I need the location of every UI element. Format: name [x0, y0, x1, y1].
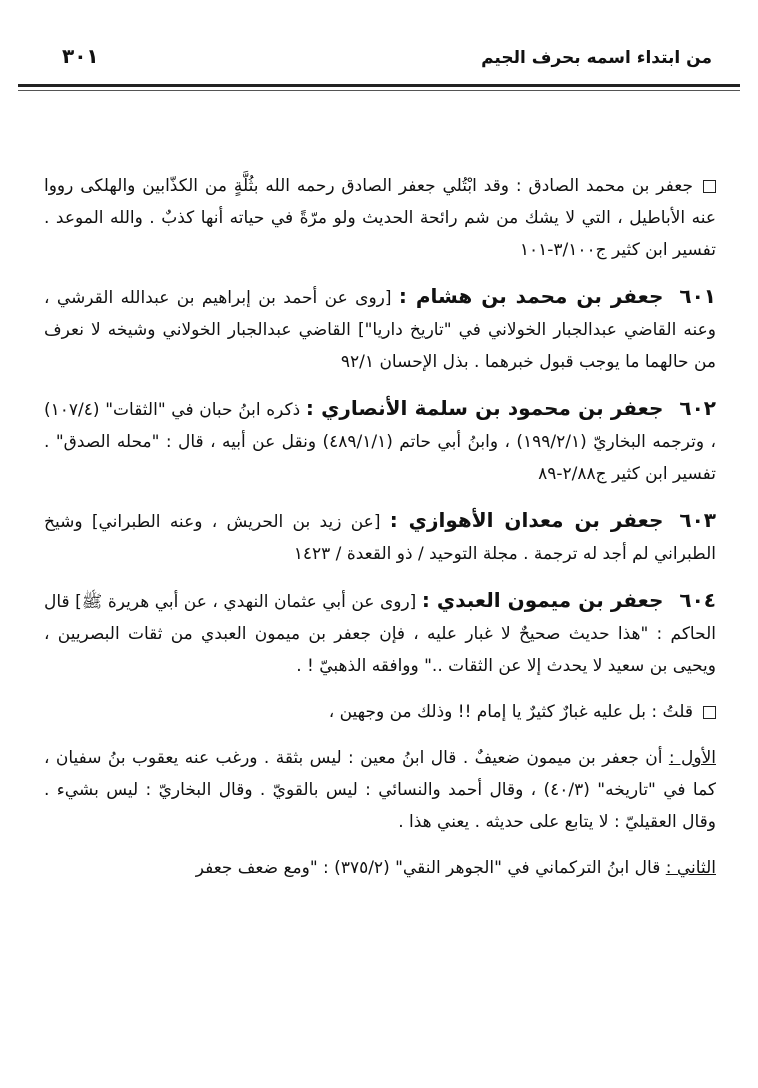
entry-number: ٦٠٢ [679, 396, 716, 420]
entry-name: جعفر بن معدان الأهوازي : [389, 508, 664, 532]
header-rule-thick [18, 84, 740, 87]
second-reason-text: قال ابنُ التركماني في "الجوهر النقي" (٣٧٥/٢) : "ومع ضعف جعفر [195, 858, 666, 878]
second-reason-label: الثاني : [665, 858, 716, 878]
page-header [40, 40, 718, 90]
square-bullet-icon [703, 706, 716, 719]
entry-602 [44, 392, 716, 490]
entry-604 [44, 584, 716, 682]
qultu-text: قلتُ : بل عليه غبارٌ كثيرٌ يا إمام !! وذلك من وجهين ، [328, 702, 693, 722]
header-rule-thin [18, 90, 740, 91]
first-reason-label: الأول : [668, 748, 716, 768]
intro-note-text: جعفر بن محمد الصادق : وقد ابْتُلي جعفر الصادق رحمه الله بثُلَّةٍ من الكذّابين والهلكى رووا عنه الأباطيل ، التي لا يشك من شم رائحة الحديث ولو مرّةً في حياته أنها كذبٌ . والله الموعد . تفسير ابن كثير ج٣/١٠٠-١٠١ [44, 176, 716, 260]
first-reason-text: أن جعفر بن ميمون ضعيفٌ . قال ابنُ معين : ليس بثقة . ورغب عنه يعقوب بنُ سفيان ، كما في "تاريخه" (٤٠/٣) ، وقال أحمد والنسائي : ليس بالقويّ . وقال البخاريّ : ليس بشيء . وقال العقيليّ : لا يتابع على حديثه . يعني هذا . [44, 748, 716, 832]
entry-text: [روى عن أحمد بن إبراهيم بن عبدالله القرشي ، وعنه القاضي عبدالجبار الخولاني في "تاريخ داريا"] القاضي عبدالجبار الخولاني وشيخه لا نعرف من حالهما ما يوجب قبول خبرهما . بذل الإحسان ٩٢/١ [44, 288, 716, 372]
entry-603 [44, 504, 716, 570]
second-reason [44, 852, 716, 884]
entry-text: [عن زيد بن الحريش ، وعنه الطبراني] وشيخ الطبراني لم أجد له ترجمة . مجلة التوحيد / ذو القعدة / ١٤٢٣ [44, 512, 716, 564]
square-bullet-icon [703, 180, 716, 193]
entry-601 [44, 280, 716, 378]
entry-name: جعفر بن محمد بن هشام : [398, 284, 664, 308]
entry-text: [روى عن أبي عثمان النهدي ، عن أبي هريرة ﷺ] قال الحاكم : "هذا حديث صحيحٌ لا غبار عليه ، فإن جعفر بن ميمون العبدي من ثقات البصريين ، ويحيى بن سعيد لا يحدث إلا عن الثقات .." ووافقه الذهبيّ ! . [44, 592, 716, 676]
entry-number: ٦٠١ [679, 284, 716, 308]
first-reason [44, 742, 716, 838]
entry-name: جعفر بن محمود بن سلمة الأنصاري : [305, 396, 664, 420]
entry-number: ٦٠٣ [679, 508, 716, 532]
entry-number: ٦٠٤ [679, 588, 716, 612]
intro-note [44, 170, 716, 266]
entry-name: جعفر بن ميمون العبدي : [421, 588, 664, 612]
page-body [44, 170, 716, 898]
chapter-title: من ابتداء اسمه بحرف الجيم [481, 48, 712, 68]
qultu-note [44, 696, 716, 728]
entry-text: ذكره ابنُ حبان في "الثقات" (١٠٧/٤) ، وترجمه البخاريّ (١٩٩/٢/١) ، وابنُ أبي حاتم (٤٨٩/١/١) ونقل عن أبيه ، قال : "محله الصدق" . تفسير ابن كثير ج٢/٨٨-٨٩ [44, 400, 716, 484]
page-number: ٣٠١ [62, 44, 99, 68]
